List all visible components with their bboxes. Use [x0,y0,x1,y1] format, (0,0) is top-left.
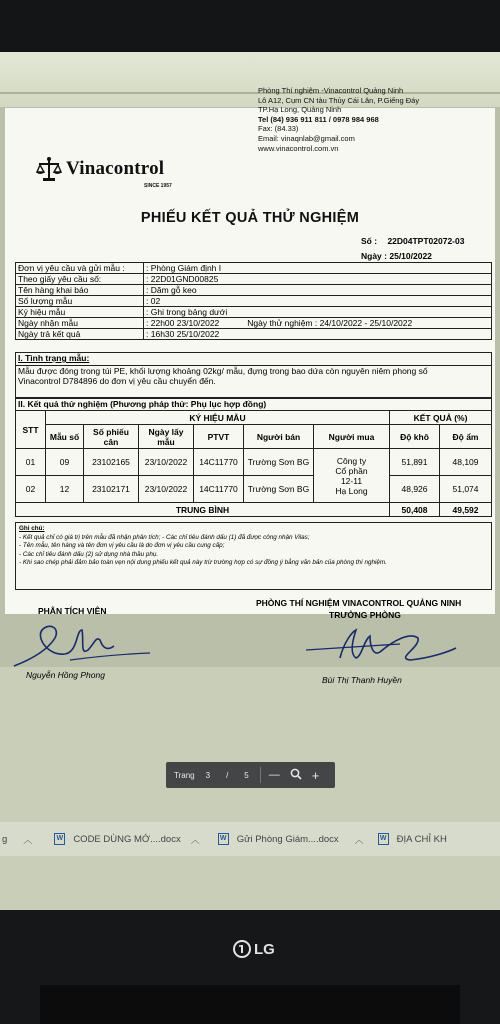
col-nguoimua: Người mua [314,425,390,449]
col-doam: Độ ẩm [440,425,492,449]
table-row [16,476,492,503]
section1-text [16,365,491,387]
lab-address-block [258,86,419,153]
total-pages: 5 [244,770,249,780]
test-date: Ngày thử nghiệm : 24/10/2022 - 25/10/2022 [247,318,413,328]
info-value: : 22h00 23/10/2022 Ngày thử nghiệm : 24/10/2022 - 25/10/2022 [144,318,492,329]
info-row [16,318,492,329]
section1-line: Vinacontrol D784896 do đơn vị yêu cầu chuyển đến. [18,376,216,386]
chevron-up-icon[interactable]: ︿ [190,834,200,845]
lg-logo [233,940,275,958]
pdf-toolbar [166,762,335,788]
cell-doam: 51,074 [440,476,492,503]
logo-since: SINCE 1957 [144,183,172,189]
note-line: - Các chỉ tiêu đánh dấu (2) sử dụng nhà thầu phụ. [19,550,159,558]
downloads-bar [0,822,500,856]
viewer-divider [0,92,500,94]
info-row [16,296,492,307]
info-row [16,285,492,296]
scales-icon [36,156,62,182]
word-file-icon: W [54,833,65,845]
notes-section [15,522,492,590]
info-row [16,329,492,340]
so-value: 22D04TPT02072-03 [387,236,465,246]
lab-sign-title: PHÒNG THÍ NGHIỆM VINACONTROL QUẢNG NINH [256,598,462,608]
download-item-3[interactable]: ĐỊA CHỈ KH [396,833,447,845]
info-value: : 02 [144,296,492,307]
lab-line: Email: vinaqnlab@gmail.com [258,133,355,143]
section2-title: II. Kết quả thử nghiệm (Phương pháp thử: Phụ lục hợp đồng) [15,398,492,411]
section1-line: Mẫu được đóng trong túi PE, khối lượng khoảng 02kg/ mẫu, đựng trong bao dứa còn nguyên niêm phong số [18,365,428,376]
info-label: Ngày trả kết quả [16,329,144,340]
lab-line: Phòng Thí nghiệm -Vinacontrol Quảng Ninh [258,86,404,95]
cell-dokho: 48,926 [390,476,440,503]
lab-line: TP.Hạ Long, Quảng Ninh [258,105,342,115]
cell-nguoiban: Trường Sơn BG [244,449,314,476]
notes-title: Ghi chú: [19,525,45,532]
info-value-text: 02 [150,296,161,306]
info-value: : 16h30 25/10/2022 [144,329,492,340]
cell-sophieu: 23102171 [84,476,139,503]
lab-line: Lô A12, Cụm CN tàu Thủy Cái Lân, P.Giếng Đáy [258,95,420,105]
cell-nguoimua [314,449,390,503]
cell-stt: 02 [16,476,46,503]
col-ngaylay: Ngày lấy mẫu [139,425,194,449]
lab-line: Tel (84) 936 911 811 / 0978 984 968 [258,114,379,124]
info-value-text: 16h30 25/10/2022 [150,329,220,339]
cell-ptvt: 14C11770 [194,449,244,476]
analyst-signature [10,616,155,671]
buyer-line: Công ty [336,455,367,466]
ngay-label: Ngày : [361,251,387,261]
cell-ngaylay: 23/10/2022 [139,476,194,503]
sample-condition-section [15,352,492,398]
chevron-up-icon[interactable]: ︿ [23,834,33,845]
buyer-line: 12-11 [340,475,363,486]
average-doam: 49,592 [440,503,492,517]
info-value-text: 22h00 23/10/2022 [150,318,220,328]
col-dokho: Độ khô [390,425,440,449]
col-sophieu: Số phiếu cân [84,425,139,449]
info-label: Ngày nhận mẫu [16,318,144,329]
vinacontrol-logo [36,156,164,182]
note-line: - Tên mẫu, tên hàng và tên đơn vị yêu cầu là do đơn vị yêu cầu cung cấp; [19,542,225,550]
info-label: Ký hiệu mẫu [16,307,144,318]
head-title: TRƯỞNG PHÒNG [329,610,401,620]
note-line: - Khi sao chép phải đảm bảo toàn vẹn nội dung phiếu kết quả này trừ trường hợp có sự đồng ý bằng văn bản của phòng thí nghiệm. [19,559,387,567]
cell-mauso: 09 [46,449,84,476]
zoom-out-button[interactable]: — [268,769,280,781]
buyer-line: Hạ Long [335,485,368,496]
info-value: : Dăm gỗ keo [144,285,492,296]
page-separator: / [226,770,229,780]
zoom-icon[interactable] [290,768,302,782]
col-stt: STT [16,411,46,449]
average-dokho: 50,408 [390,503,440,517]
info-row [16,263,492,274]
lg-circle-icon [233,940,251,958]
document-date [361,251,432,261]
section1-title: I. Tình trạng mẫu: [18,353,90,363]
document-number [361,236,464,246]
buyer-line: Cổ phần [335,465,368,476]
monitor-bezel-top [0,0,500,52]
lab-line: www.vinacontrol.com.vn [258,143,339,153]
info-value: : Ghi trong bảng dưới [144,307,492,318]
monitor-stand [40,985,460,1024]
col-kyhieu: KÝ HIỆU MẪU [46,411,390,425]
analyst-title: PHÂN TÍCH VIÊN [38,606,107,616]
word-file-icon: W [218,833,229,845]
document-title: PHIẾU KẾT QUẢ THỬ NGHIỆM [140,210,360,226]
download-item-1[interactable]: CODE DÙNG MỚ....docx [73,833,181,845]
viewer-background [0,52,500,107]
word-file-icon: W [378,833,389,845]
cell-mauso: 12 [46,476,84,503]
col-nguoiban: Người bán [244,425,314,449]
average-label: TRUNG BÌNH [16,503,390,517]
logo-text: Vinacontrol [66,158,165,179]
info-label: Số lượng mẫu [16,296,144,307]
cell-doam: 48,109 [440,449,492,476]
ngay-value: 25/10/2022 [389,251,432,261]
cell-sophieu: 23102165 [84,449,139,476]
cell-dokho: 51,891 [390,449,440,476]
info-value-text: Ghi trong bảng dưới [150,307,228,317]
info-row [16,307,492,318]
col-ketqua: KẾT QUẢ (%) [390,411,492,425]
info-value: : Phòng Giám định I [144,263,492,274]
page-label: Trang [174,770,195,780]
results-header-row [16,411,492,425]
average-row [16,503,492,517]
page-number-input[interactable]: 3 [205,770,211,780]
info-label: Tên hàng khai báo [16,285,144,296]
info-value-text: Dăm gỗ keo [150,285,197,295]
info-value-text: 22D01GND00825 [150,274,219,284]
toolbar-divider [260,767,261,783]
info-label: Theo giấy yêu cầu số: [16,274,144,285]
cell-nguoiban: Trường Sơn BG [244,476,314,503]
cell-ptvt: 14C11770 [194,476,244,503]
info-row [16,274,492,285]
results-table [15,410,492,517]
chevron-up-icon[interactable]: ︿ [354,834,364,845]
col-ptvt: PTVT [194,425,244,449]
zoom-in-button[interactable]: + [311,767,320,783]
so-label: Số : [361,236,378,246]
download-item-partial[interactable]: g [2,833,8,845]
info-label: Đơn vị yêu cầu và gửi mẫu : [16,263,144,274]
note-line: - Kết quả chỉ có giá trị trên mẫu đã nhận phân tích; - Các chỉ tiêu đánh dấu (1) đã được công nhận Vilas; [19,533,310,541]
results-subheader-row [16,425,492,449]
col-mauso: Mẫu số [46,425,84,449]
cell-stt: 01 [16,449,46,476]
info-value-text: Phòng Giám định I [150,263,222,273]
head-name: Bùi Thị Thanh Huyền [322,675,402,685]
head-signature [300,622,460,670]
lab-line: Fax: (84.33) [258,124,299,134]
download-item-2[interactable]: Gửi Phòng Giám....docx [236,833,339,845]
request-info-table [15,262,492,340]
analyst-name: Nguyễn Hồng Phong [26,670,105,680]
table-row [16,449,492,476]
cell-ngaylay: 23/10/2022 [139,449,194,476]
brand-text: LG [254,940,275,958]
info-value: : 22D01GND00825 [144,274,492,285]
